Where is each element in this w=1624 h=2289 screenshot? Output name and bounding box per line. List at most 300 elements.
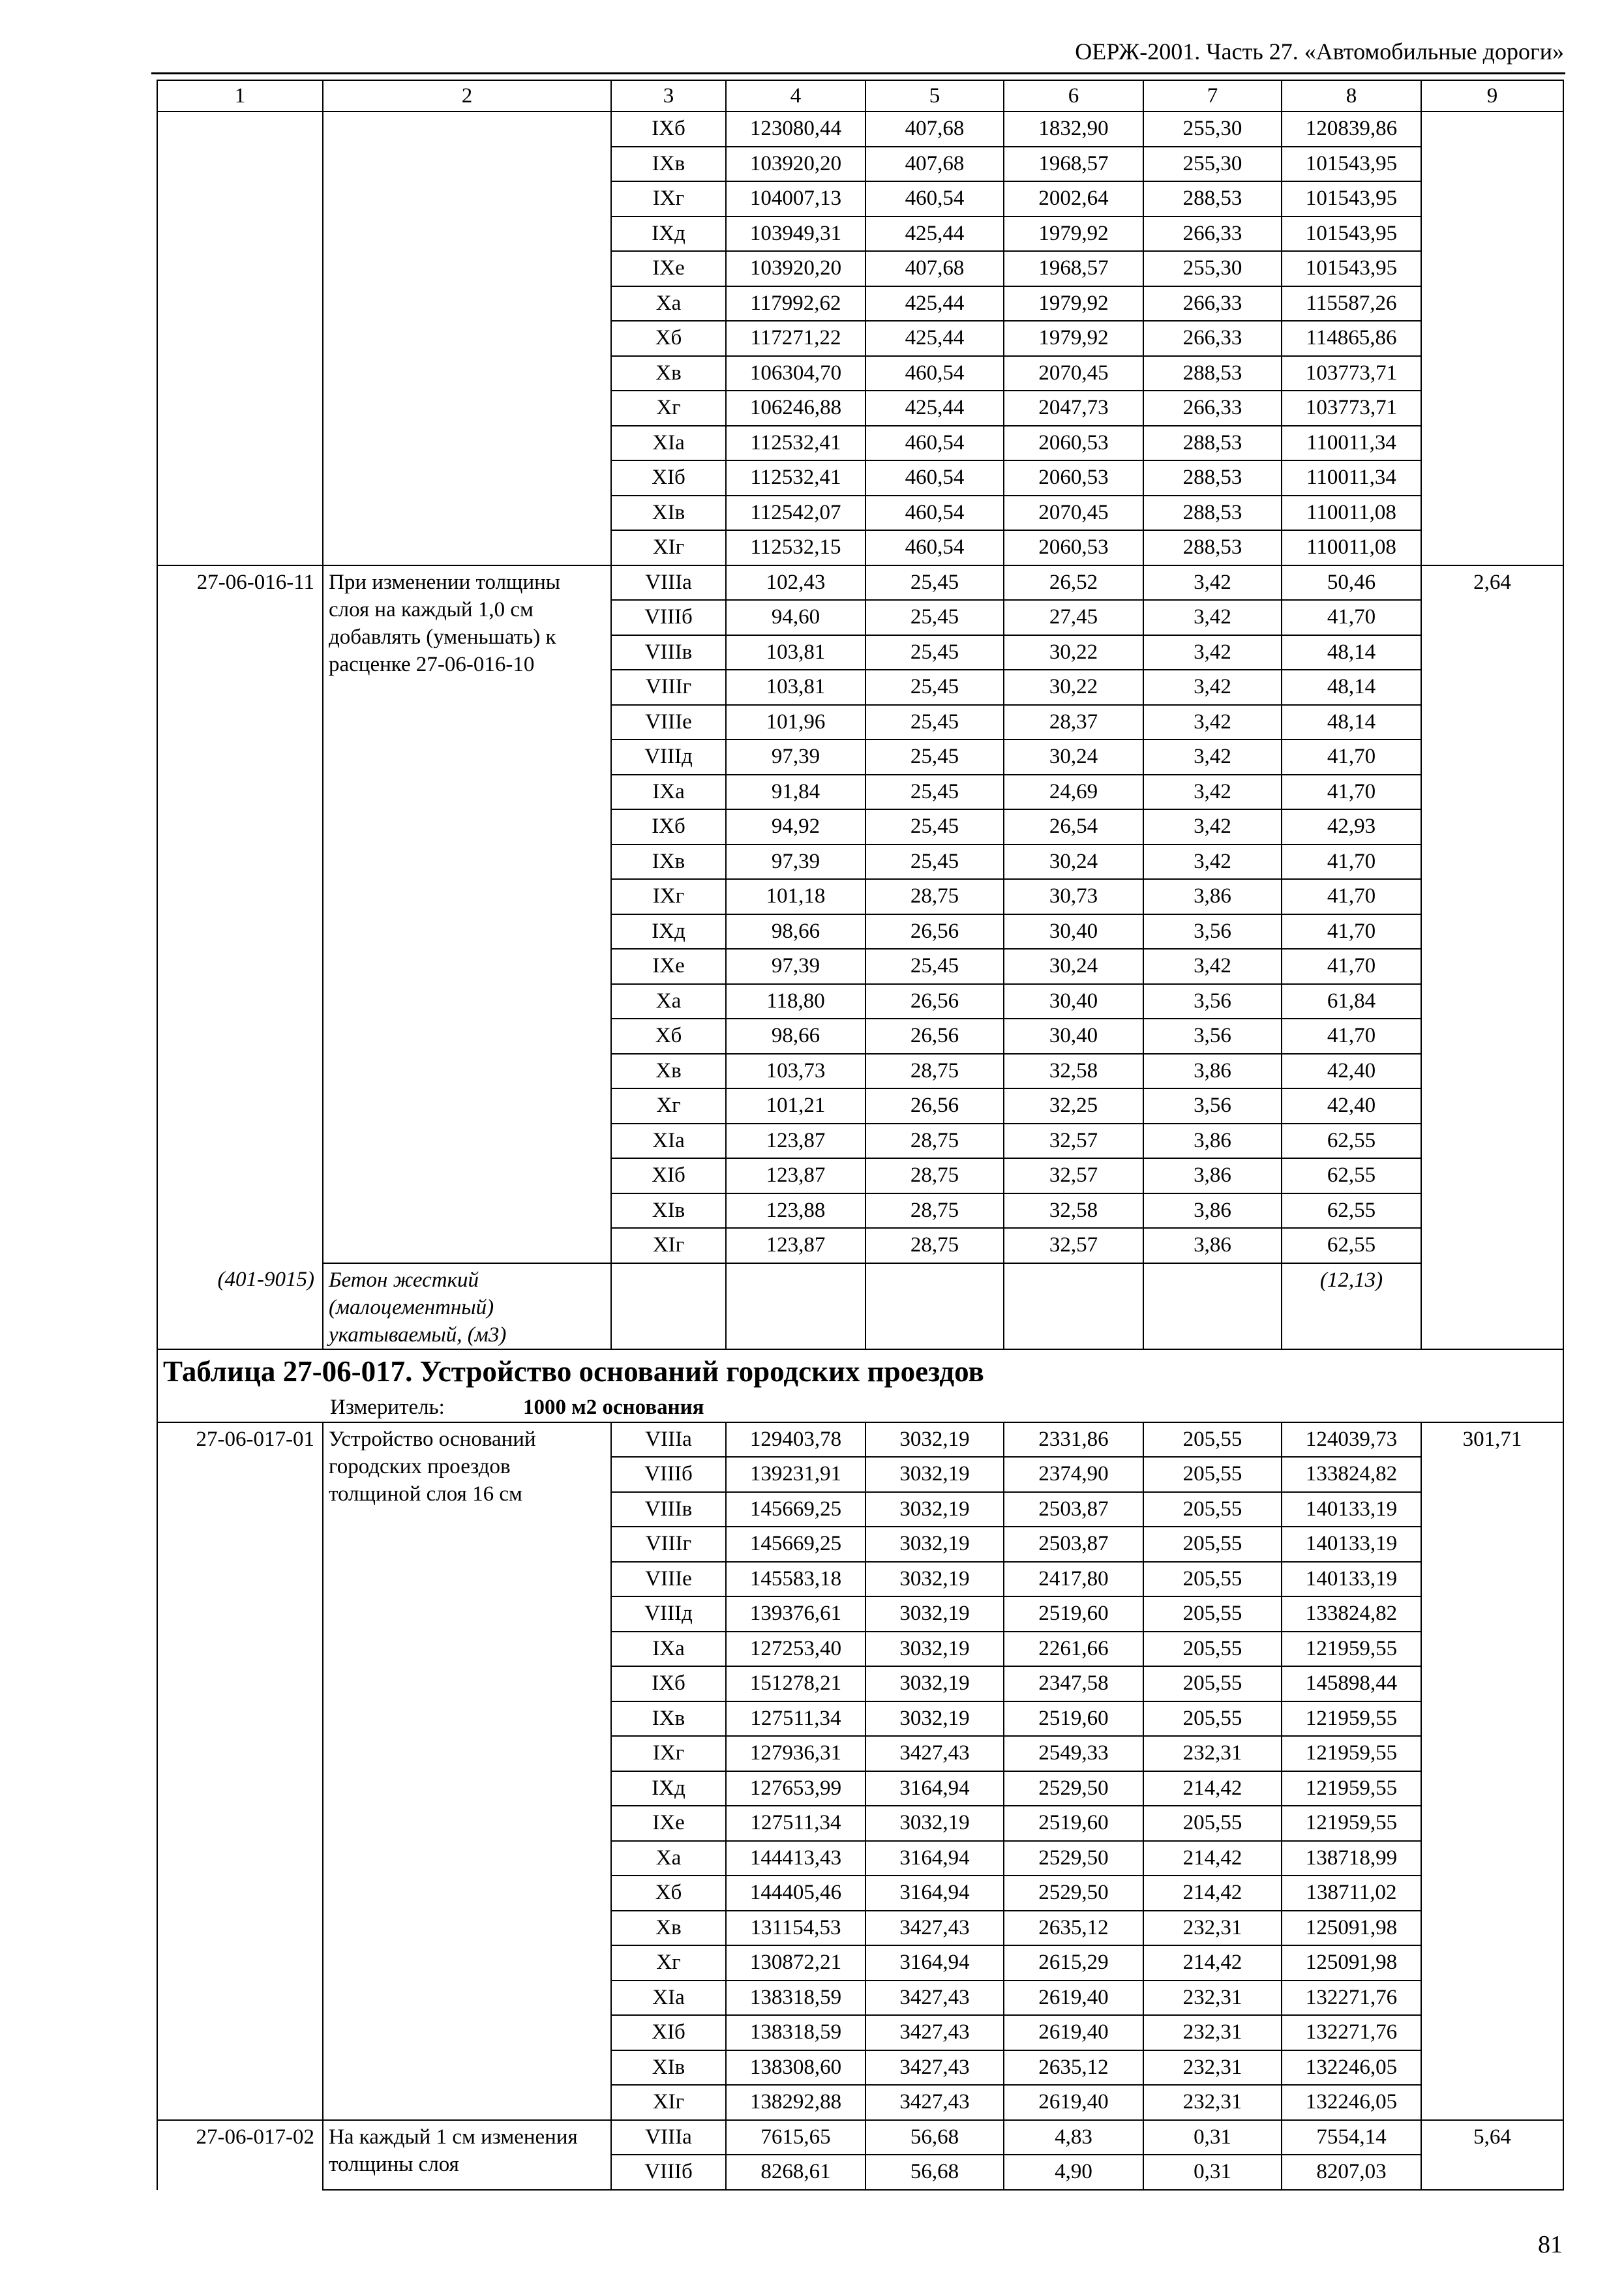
value-cell: 28,75 — [865, 879, 1004, 914]
value-cell: 2615,29 — [1004, 1945, 1143, 1981]
column-number-cell: 3 — [611, 80, 726, 112]
code-cell — [157, 426, 323, 461]
value-cell: 30,22 — [1004, 670, 1143, 705]
section-title: Таблица 27-06-017. Устройство оснований городских проездов — [157, 1349, 1563, 1393]
value-cell: 138318,59 — [726, 2015, 865, 2050]
zone-cell: Xб — [611, 1876, 726, 1911]
column-number-cell: 6 — [1004, 80, 1143, 112]
value-cell: 2374,90 — [1004, 1457, 1143, 1492]
value-cell: 132271,76 — [1282, 2015, 1421, 2050]
value-cell: 118,80 — [726, 984, 865, 1019]
value-cell: 110011,34 — [1282, 460, 1421, 496]
value-cell: 121959,55 — [1282, 1701, 1421, 1737]
value-cell: 94,60 — [726, 600, 865, 635]
table-row — [157, 112, 1563, 147]
description-cell — [323, 181, 611, 217]
value-cell: 138308,60 — [726, 2050, 865, 2086]
value-cell: 232,31 — [1143, 2015, 1282, 2050]
value-cell: 28,75 — [865, 1054, 1004, 1089]
value-cell: 138292,88 — [726, 2085, 865, 2120]
value-cell: 101,21 — [726, 1088, 865, 1124]
value-cell: 103949,31 — [726, 217, 865, 252]
zone-cell: IXв — [611, 147, 726, 182]
meter-value: 1000 м2 основания — [523, 1395, 704, 1419]
value-cell: 123,87 — [726, 1228, 865, 1263]
table-row — [157, 286, 1563, 322]
value-cell: 3427,43 — [865, 2050, 1004, 2086]
value-cell: 460,54 — [865, 530, 1004, 565]
value-cell: 3,42 — [1143, 809, 1282, 845]
value-cell: 151278,21 — [726, 1666, 865, 1701]
material-code: (401-9015) — [157, 1263, 323, 1349]
zone-cell: VIIIб — [611, 1457, 726, 1492]
zone-cell: IXг — [611, 181, 726, 217]
running-header: ОЕРЖ-2001. Часть 27. «Автомобильные дороги» — [1075, 38, 1564, 65]
value-cell: 145898,44 — [1282, 1666, 1421, 1701]
value-cell: 25,45 — [865, 740, 1004, 775]
value-cell: 2060,53 — [1004, 426, 1143, 461]
value-cell: 3164,94 — [865, 1841, 1004, 1876]
value-cell: 4,90 — [1004, 2155, 1143, 2190]
zone-cell: VIIIа — [611, 565, 726, 601]
value-cell: 3,42 — [1143, 740, 1282, 775]
description-cell — [323, 112, 611, 147]
value-cell: 266,33 — [1143, 217, 1282, 252]
value-cell: 41,70 — [1282, 1019, 1421, 1054]
value-cell: 144405,46 — [726, 1876, 865, 1911]
value-cell: 41,70 — [1282, 949, 1421, 984]
col9-cell — [1421, 426, 1563, 461]
code-cell — [157, 391, 323, 426]
value-cell: 48,14 — [1282, 705, 1421, 740]
code-cell — [157, 530, 323, 565]
value-cell: 106304,70 — [726, 356, 865, 391]
value-cell: 3032,19 — [865, 1701, 1004, 1737]
rate-code: 27-06-017-01 — [157, 1422, 323, 2120]
value-cell: 121959,55 — [1282, 1736, 1421, 1771]
value-cell: 103,81 — [726, 670, 865, 705]
header-rule — [151, 72, 1565, 74]
value-cell: 26,52 — [1004, 565, 1143, 601]
value-cell: 145669,25 — [726, 1492, 865, 1527]
value-cell: 3427,43 — [865, 2015, 1004, 2050]
col9-cell — [1421, 147, 1563, 182]
value-cell: 25,45 — [865, 600, 1004, 635]
value-cell: 288,53 — [1143, 426, 1282, 461]
value-cell: 125091,98 — [1282, 1945, 1421, 1981]
value-cell: 127936,31 — [726, 1736, 865, 1771]
value-cell: 3,42 — [1143, 949, 1282, 984]
value-cell: 8207,03 — [1282, 2155, 1421, 2190]
col9-cell — [1421, 496, 1563, 531]
value-cell: 112532,41 — [726, 460, 865, 496]
value-cell: 232,31 — [1143, 1911, 1282, 1946]
column-number-cell: 5 — [865, 80, 1004, 112]
value-cell: 120839,86 — [1282, 112, 1421, 147]
table-row — [157, 391, 1563, 426]
value-cell: 104007,13 — [726, 181, 865, 217]
table-row — [157, 2120, 1563, 2155]
rate-description: При изменении толщины слоя на каждый 1,0 см добавлять (уменьшать) к расценке 27-06-016-10 — [323, 565, 611, 1263]
value-cell: 130872,21 — [726, 1945, 865, 1981]
column-number-cell: 4 — [726, 80, 865, 112]
value-cell: 26,54 — [1004, 809, 1143, 845]
zone-cell: VIIIд — [611, 1596, 726, 1632]
value-cell: 117271,22 — [726, 321, 865, 356]
value-cell: 3,42 — [1143, 600, 1282, 635]
value-cell: 2047,73 — [1004, 391, 1143, 426]
value-cell: 2519,60 — [1004, 1701, 1143, 1737]
value-cell: 30,24 — [1004, 949, 1143, 984]
value-cell: 30,40 — [1004, 914, 1143, 950]
value-cell: 32,58 — [1004, 1054, 1143, 1089]
value-cell: 103,73 — [726, 1054, 865, 1089]
value-cell: 112532,15 — [726, 530, 865, 565]
table-row — [157, 530, 1563, 565]
value-cell: 0,31 — [1143, 2155, 1282, 2190]
code-cell — [157, 286, 323, 322]
page-number: 81 — [1538, 2231, 1563, 2258]
value-cell: 140133,19 — [1282, 1562, 1421, 1597]
value-cell: 205,55 — [1143, 1666, 1282, 1701]
value-cell: 28,75 — [865, 1193, 1004, 1229]
section-title-row — [157, 1349, 1563, 1393]
value-cell: 2529,50 — [1004, 1841, 1143, 1876]
meter-label: Измеритель: — [330, 1395, 445, 1419]
value-cell: 266,33 — [1143, 391, 1282, 426]
value-cell: 32,58 — [1004, 1193, 1143, 1229]
table-body — [157, 80, 1563, 2190]
column-number-cell: 1 — [157, 80, 323, 112]
zone-cell: VIIIе — [611, 1562, 726, 1597]
value-cell: 97,39 — [726, 740, 865, 775]
value-cell: 30,24 — [1004, 845, 1143, 880]
table-row — [157, 565, 1563, 601]
zone-cell: IXе — [611, 251, 726, 286]
code-cell — [157, 460, 323, 496]
value-cell: 255,30 — [1143, 251, 1282, 286]
col9-cell — [1421, 286, 1563, 322]
zone-cell: VIIIб — [611, 2155, 726, 2190]
value-cell: 460,54 — [865, 460, 1004, 496]
col9-value: 5,64 — [1421, 2120, 1563, 2190]
zone-cell: Xа — [611, 984, 726, 1019]
value-cell: 30,40 — [1004, 1019, 1143, 1054]
value-cell: 32,57 — [1004, 1124, 1143, 1159]
value-cell: 2635,12 — [1004, 2050, 1143, 2086]
value-cell: 32,57 — [1004, 1158, 1143, 1193]
zone-cell: Xб — [611, 321, 726, 356]
value-cell: 123080,44 — [726, 112, 865, 147]
value-cell: 132271,76 — [1282, 1981, 1421, 2016]
value-cell: 2503,87 — [1004, 1527, 1143, 1562]
zone-cell: VIIIа — [611, 2120, 726, 2155]
table-row — [157, 496, 1563, 531]
value-cell: 3,42 — [1143, 635, 1282, 670]
value-cell: 62,55 — [1282, 1193, 1421, 1229]
zone-cell: IXе — [611, 1806, 726, 1841]
value-cell: 232,31 — [1143, 1736, 1282, 1771]
zone-cell: XIв — [611, 2050, 726, 2086]
empty-cell — [611, 1263, 726, 1349]
value-cell: 1968,57 — [1004, 147, 1143, 182]
value-cell: 407,68 — [865, 112, 1004, 147]
value-cell: 288,53 — [1143, 460, 1282, 496]
code-cell — [157, 356, 323, 391]
value-cell: 26,56 — [865, 1019, 1004, 1054]
zone-cell: VIIIе — [611, 705, 726, 740]
value-cell: 25,45 — [865, 845, 1004, 880]
value-cell: 41,70 — [1282, 775, 1421, 810]
value-cell: 2331,86 — [1004, 1422, 1143, 1458]
value-cell: 131154,53 — [726, 1911, 865, 1946]
zone-cell: XIа — [611, 426, 726, 461]
table-row — [157, 147, 1563, 182]
value-cell: 28,75 — [865, 1158, 1004, 1193]
column-number-row — [157, 80, 1563, 112]
code-cell — [157, 496, 323, 531]
value-cell: 28,75 — [865, 1228, 1004, 1263]
value-cell: 7615,65 — [726, 2120, 865, 2155]
zone-cell: IXа — [611, 1632, 726, 1667]
meter-cell — [157, 1393, 1563, 1422]
rate-code: 27-06-016-11 — [157, 565, 323, 1263]
value-cell: 3164,94 — [865, 1945, 1004, 1981]
value-cell: 4,83 — [1004, 2120, 1143, 2155]
value-cell: 205,55 — [1143, 1422, 1282, 1458]
table-row — [157, 321, 1563, 356]
value-cell: 125091,98 — [1282, 1911, 1421, 1946]
value-cell: 288,53 — [1143, 496, 1282, 531]
zone-cell: XIа — [611, 1124, 726, 1159]
value-cell: 1979,92 — [1004, 286, 1143, 322]
description-cell — [323, 356, 611, 391]
zone-cell: IXг — [611, 1736, 726, 1771]
value-cell: 24,69 — [1004, 775, 1143, 810]
code-cell — [157, 181, 323, 217]
description-cell — [323, 391, 611, 426]
value-cell: 25,45 — [865, 775, 1004, 810]
value-cell: 112542,07 — [726, 496, 865, 531]
description-cell — [323, 426, 611, 461]
value-cell: 288,53 — [1143, 530, 1282, 565]
value-cell: 138718,99 — [1282, 1841, 1421, 1876]
table-row — [157, 1422, 1563, 1458]
zone-cell: VIIIв — [611, 635, 726, 670]
value-cell: 25,45 — [865, 565, 1004, 601]
value-cell: 25,45 — [865, 705, 1004, 740]
value-cell: 117992,62 — [726, 286, 865, 322]
col9-cell — [1421, 217, 1563, 252]
zone-cell: Xв — [611, 356, 726, 391]
value-cell: 98,66 — [726, 1019, 865, 1054]
value-cell: 3,56 — [1143, 1088, 1282, 1124]
value-cell: 7554,14 — [1282, 2120, 1421, 2155]
col9-cell — [1421, 321, 1563, 356]
zone-cell: XIв — [611, 496, 726, 531]
value-cell: 2619,40 — [1004, 2085, 1143, 2120]
code-cell — [157, 321, 323, 356]
value-cell: 103920,20 — [726, 147, 865, 182]
value-cell: 101543,95 — [1282, 217, 1421, 252]
value-cell: 1968,57 — [1004, 251, 1143, 286]
value-cell: 112532,41 — [726, 426, 865, 461]
value-cell: 50,46 — [1282, 565, 1421, 601]
zone-cell: VIIIг — [611, 1527, 726, 1562]
value-cell: 62,55 — [1282, 1228, 1421, 1263]
value-cell: 140133,19 — [1282, 1527, 1421, 1562]
value-cell: 91,84 — [726, 775, 865, 810]
value-cell: 3,42 — [1143, 565, 1282, 601]
code-cell — [157, 147, 323, 182]
value-cell: 288,53 — [1143, 181, 1282, 217]
value-cell: 0,31 — [1143, 2120, 1282, 2155]
meter-row — [157, 1393, 1563, 1422]
value-cell: 25,45 — [865, 949, 1004, 984]
value-cell: 101543,95 — [1282, 181, 1421, 217]
zone-cell: VIIIа — [611, 1422, 726, 1458]
value-cell: 30,73 — [1004, 879, 1143, 914]
zone-cell: VIIIв — [611, 1492, 726, 1527]
value-cell: 2070,45 — [1004, 356, 1143, 391]
value-cell: 266,33 — [1143, 286, 1282, 322]
value-cell: 3032,19 — [865, 1806, 1004, 1841]
description-cell — [323, 217, 611, 252]
value-cell: 101543,95 — [1282, 147, 1421, 182]
value-cell: 2060,53 — [1004, 460, 1143, 496]
value-cell: 94,92 — [726, 809, 865, 845]
zone-cell: Xг — [611, 391, 726, 426]
zone-cell: IXд — [611, 914, 726, 950]
value-cell: 3,56 — [1143, 914, 1282, 950]
value-cell: 101543,95 — [1282, 251, 1421, 286]
value-cell: 3164,94 — [865, 1771, 1004, 1806]
value-cell: 266,33 — [1143, 321, 1282, 356]
value-cell: 101,96 — [726, 705, 865, 740]
material-name: Бетон жесткий (малоцементный) укатываемый, (м3) — [323, 1263, 611, 1349]
value-cell: 3032,19 — [865, 1666, 1004, 1701]
value-cell: 110011,08 — [1282, 530, 1421, 565]
column-number-cell: 2 — [323, 80, 611, 112]
description-cell — [323, 251, 611, 286]
value-cell: 26,56 — [865, 914, 1004, 950]
material-qty: (12,13) — [1282, 1263, 1421, 1349]
value-cell: 103773,71 — [1282, 391, 1421, 426]
value-cell: 2503,87 — [1004, 1492, 1143, 1527]
value-cell: 123,87 — [726, 1124, 865, 1159]
value-cell: 101,18 — [726, 879, 865, 914]
value-cell: 26,56 — [865, 1088, 1004, 1124]
value-cell: 3,42 — [1143, 705, 1282, 740]
value-cell: 42,40 — [1282, 1054, 1421, 1089]
value-cell: 3,86 — [1143, 1054, 1282, 1089]
rate-description: Устройство оснований городских проездов толщиной слоя 16 см — [323, 1422, 611, 2120]
value-cell: 138318,59 — [726, 1981, 865, 2016]
value-cell: 2519,60 — [1004, 1596, 1143, 1632]
value-cell: 139231,91 — [726, 1457, 865, 1492]
value-cell: 48,14 — [1282, 670, 1421, 705]
value-cell: 2619,40 — [1004, 1981, 1143, 2016]
value-cell: 127511,34 — [726, 1701, 865, 1737]
zone-cell: XIб — [611, 460, 726, 496]
table-row — [157, 356, 1563, 391]
value-cell: 425,44 — [865, 391, 1004, 426]
value-cell: 103920,20 — [726, 251, 865, 286]
value-cell: 41,70 — [1282, 600, 1421, 635]
description-cell — [323, 496, 611, 531]
col9-cell — [1421, 391, 1563, 426]
value-cell: 460,54 — [865, 181, 1004, 217]
col9-cell — [1421, 460, 1563, 496]
description-cell — [323, 147, 611, 182]
description-cell — [323, 286, 611, 322]
value-cell: 3032,19 — [865, 1422, 1004, 1458]
value-cell: 407,68 — [865, 147, 1004, 182]
value-cell: 2619,40 — [1004, 2015, 1143, 2050]
value-cell: 3,86 — [1143, 1124, 1282, 1159]
zone-cell: IXб — [611, 112, 726, 147]
value-cell: 232,31 — [1143, 1981, 1282, 2016]
value-cell: 121959,55 — [1282, 1632, 1421, 1667]
value-cell: 133824,82 — [1282, 1596, 1421, 1632]
zone-cell: IXв — [611, 845, 726, 880]
value-cell: 144413,43 — [726, 1841, 865, 1876]
value-cell: 407,68 — [865, 251, 1004, 286]
rates-table — [157, 80, 1564, 2191]
value-cell: 8268,61 — [726, 2155, 865, 2190]
value-cell: 97,39 — [726, 845, 865, 880]
value-cell: 114865,86 — [1282, 321, 1421, 356]
value-cell: 48,14 — [1282, 635, 1421, 670]
zone-cell: Xг — [611, 1088, 726, 1124]
zone-cell: XIб — [611, 1158, 726, 1193]
zone-cell: IXб — [611, 809, 726, 845]
value-cell: 3164,94 — [865, 1876, 1004, 1911]
value-cell: 62,55 — [1282, 1158, 1421, 1193]
value-cell: 1979,92 — [1004, 321, 1143, 356]
value-cell: 41,70 — [1282, 740, 1421, 775]
value-cell: 205,55 — [1143, 1527, 1282, 1562]
zone-cell: IXг — [611, 879, 726, 914]
value-cell: 110011,08 — [1282, 496, 1421, 531]
zone-cell: IXд — [611, 1771, 726, 1806]
table-row — [157, 251, 1563, 286]
value-cell: 98,66 — [726, 914, 865, 950]
value-cell: 3032,19 — [865, 1562, 1004, 1597]
table-row — [157, 217, 1563, 252]
value-cell: 30,24 — [1004, 740, 1143, 775]
zone-cell: XIг — [611, 1228, 726, 1263]
value-cell: 127653,99 — [726, 1771, 865, 1806]
value-cell: 124039,73 — [1282, 1422, 1421, 1458]
empty-cell — [1143, 1263, 1282, 1349]
value-cell: 205,55 — [1143, 1632, 1282, 1667]
zone-cell: VIIIг — [611, 670, 726, 705]
value-cell: 3,42 — [1143, 670, 1282, 705]
value-cell: 56,68 — [865, 2120, 1004, 2155]
value-cell: 61,84 — [1282, 984, 1421, 1019]
value-cell: 25,45 — [865, 635, 1004, 670]
value-cell: 138711,02 — [1282, 1876, 1421, 1911]
value-cell: 129403,78 — [726, 1422, 865, 1458]
value-cell: 3,42 — [1143, 775, 1282, 810]
description-cell — [323, 530, 611, 565]
value-cell: 25,45 — [865, 670, 1004, 705]
value-cell: 32,57 — [1004, 1228, 1143, 1263]
value-cell: 132246,05 — [1282, 2085, 1421, 2120]
value-cell: 32,25 — [1004, 1088, 1143, 1124]
value-cell: 42,40 — [1282, 1088, 1421, 1124]
